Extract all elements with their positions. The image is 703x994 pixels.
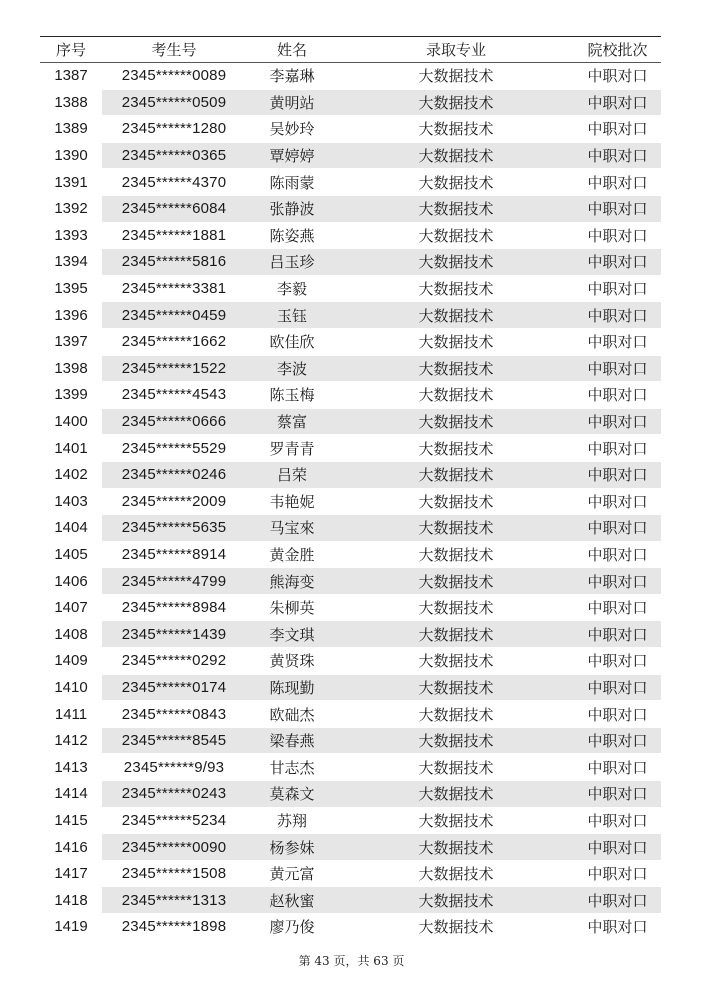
row-exam-number: 2345******0459 — [102, 302, 246, 329]
table-row — [40, 222, 661, 249]
row-exam-number: 2345******1280 — [102, 116, 246, 143]
row-index: 1399 — [40, 382, 102, 409]
page-footer: 第 43 页，共 63 页 — [298, 954, 405, 968]
row-name: 廖乃俊 — [246, 914, 338, 941]
row-name: 覃婷婷 — [246, 142, 338, 169]
row-exam-number: 2345******0365 — [102, 142, 246, 169]
row-major: 大数据技术 — [338, 222, 574, 249]
row-index: 1391 — [40, 169, 102, 196]
table-row — [40, 541, 661, 568]
row-index: 1413 — [40, 754, 102, 781]
row-batch: 中职对口 — [574, 461, 661, 488]
table-row — [40, 860, 661, 887]
row-exam-number: 2345******1313 — [102, 887, 246, 914]
row-major: 大数据技术 — [338, 594, 574, 621]
table-row — [40, 515, 661, 542]
row-name: 朱柳英 — [246, 594, 338, 621]
row-batch: 中职对口 — [574, 594, 661, 621]
row-name: 赵秋蜜 — [246, 887, 338, 914]
row-index: 1409 — [40, 648, 102, 675]
table-row — [40, 568, 661, 595]
row-name: 陈现勤 — [246, 674, 338, 701]
row-name: 甘志杰 — [246, 754, 338, 781]
row-name: 李文琪 — [246, 621, 338, 648]
row-batch: 中职对口 — [574, 328, 661, 355]
row-index: 1396 — [40, 302, 102, 329]
row-major: 大数据技术 — [338, 568, 574, 595]
row-batch: 中职对口 — [574, 249, 661, 276]
row-exam-number: 2345******1522 — [102, 355, 246, 382]
row-exam-number: 2345******5234 — [102, 807, 246, 834]
table-row — [40, 781, 661, 808]
table-row — [40, 488, 661, 515]
table-row — [40, 63, 661, 90]
row-batch: 中职对口 — [574, 355, 661, 382]
row-index: 1398 — [40, 355, 102, 382]
row-name: 熊海变 — [246, 568, 338, 595]
row-batch: 中职对口 — [574, 222, 661, 249]
table-row — [40, 807, 661, 834]
row-exam-number: 2345******5635 — [102, 515, 246, 542]
row-batch: 中职对口 — [574, 116, 661, 143]
table-row — [40, 435, 661, 462]
row-exam-number: 2345******0174 — [102, 674, 246, 701]
row-name: 欧础杰 — [246, 701, 338, 728]
row-index: 1392 — [40, 195, 102, 222]
row-batch: 中职对口 — [574, 834, 661, 861]
row-exam-number: 2345******0292 — [102, 648, 246, 675]
row-batch: 中职对口 — [574, 435, 661, 462]
header-index: 序号 — [55, 41, 86, 59]
row-name: 马宝來 — [246, 515, 338, 542]
table-row — [40, 594, 661, 621]
row-name: 李嘉琳 — [246, 63, 338, 90]
row-index: 1389 — [40, 116, 102, 143]
row-major: 大数据技术 — [338, 355, 574, 382]
row-exam-number: 2345******1881 — [102, 222, 246, 249]
row-name: 韦艳妮 — [246, 488, 338, 515]
row-major: 大数据技术 — [338, 674, 574, 701]
row-name: 张静波 — [246, 195, 338, 222]
row-index: 1411 — [40, 701, 102, 728]
row-major: 大数据技术 — [338, 914, 574, 941]
row-name: 吕荣 — [246, 461, 338, 488]
row-index: 1394 — [40, 249, 102, 276]
row-index: 1404 — [40, 515, 102, 542]
row-major: 大数据技术 — [338, 648, 574, 675]
row-name: 李毅 — [246, 275, 338, 302]
table-row — [40, 727, 661, 754]
row-batch: 中职对口 — [574, 488, 661, 515]
row-major: 大数据技术 — [338, 488, 574, 515]
table-row — [40, 275, 661, 302]
row-major: 大数据技术 — [338, 302, 574, 329]
header-name: 姓名 — [276, 41, 307, 59]
row-exam-number: 2345******3381 — [102, 275, 246, 302]
table-row — [40, 195, 661, 222]
table-row — [40, 461, 661, 488]
row-index: 1412 — [40, 727, 102, 754]
row-batch: 中职对口 — [574, 674, 661, 701]
table-row — [40, 408, 661, 435]
table-row — [40, 302, 661, 329]
row-major: 大数据技术 — [338, 834, 574, 861]
row-major: 大数据技术 — [338, 142, 574, 169]
table-header — [40, 37, 661, 63]
row-batch: 中职对口 — [574, 754, 661, 781]
row-name: 陈姿燕 — [246, 222, 338, 249]
header-major: 录取专业 — [425, 41, 486, 59]
row-index: 1408 — [40, 621, 102, 648]
row-exam-number: 2345******9/93 — [102, 754, 246, 781]
row-batch: 中职对口 — [574, 887, 661, 914]
row-major: 大数据技术 — [338, 541, 574, 568]
row-batch: 中职对口 — [574, 568, 661, 595]
row-exam-number: 2345******0666 — [102, 408, 246, 435]
table-row — [40, 834, 661, 861]
row-batch: 中职对口 — [574, 302, 661, 329]
table-row — [40, 355, 661, 382]
row-index: 1401 — [40, 435, 102, 462]
row-exam-number: 2345******0089 — [102, 63, 246, 90]
row-name: 欧佳欣 — [246, 328, 338, 355]
row-major: 大数据技术 — [338, 116, 574, 143]
row-major: 大数据技术 — [338, 461, 574, 488]
row-index: 1388 — [40, 89, 102, 116]
row-index: 1393 — [40, 222, 102, 249]
row-major: 大数据技术 — [338, 169, 574, 196]
row-name: 黄贤珠 — [246, 648, 338, 675]
row-major: 大数据技术 — [338, 515, 574, 542]
row-index: 1402 — [40, 461, 102, 488]
row-exam-number: 2345******2009 — [102, 488, 246, 515]
row-name: 罗青青 — [246, 435, 338, 462]
row-index: 1407 — [40, 594, 102, 621]
row-exam-number: 2345******8914 — [102, 541, 246, 568]
row-exam-number: 2345******0509 — [102, 89, 246, 116]
table-row — [40, 328, 661, 355]
row-index: 1410 — [40, 674, 102, 701]
row-exam-number: 2345******1898 — [102, 914, 246, 941]
table-row — [40, 89, 661, 116]
row-major: 大数据技术 — [338, 887, 574, 914]
row-exam-number: 2345******8984 — [102, 594, 246, 621]
row-name: 陈雨蒙 — [246, 169, 338, 196]
row-batch: 中职对口 — [574, 275, 661, 302]
row-exam-number: 2345******1508 — [102, 860, 246, 887]
row-name: 吕玉珍 — [246, 249, 338, 276]
row-exam-number: 2345******0090 — [102, 834, 246, 861]
row-name: 黄元富 — [246, 860, 338, 887]
row-major: 大数据技术 — [338, 860, 574, 887]
row-major: 大数据技术 — [338, 249, 574, 276]
row-exam-number: 2345******0246 — [102, 461, 246, 488]
table-row — [40, 914, 661, 941]
row-batch: 中职对口 — [574, 515, 661, 542]
row-batch: 中职对口 — [574, 195, 661, 222]
table-body — [40, 63, 661, 941]
table-row — [40, 249, 661, 276]
table-row — [40, 648, 661, 675]
row-index: 1417 — [40, 860, 102, 887]
table-row — [40, 116, 661, 143]
row-major: 大数据技术 — [338, 328, 574, 355]
table-row — [40, 674, 661, 701]
row-index: 1395 — [40, 275, 102, 302]
row-batch: 中职对口 — [574, 63, 661, 90]
row-name: 吴妙玲 — [246, 116, 338, 143]
row-name: 杨参妹 — [246, 834, 338, 861]
row-batch: 中职对口 — [574, 408, 661, 435]
row-index: 1415 — [40, 807, 102, 834]
row-index: 1406 — [40, 568, 102, 595]
row-name: 黄金胜 — [246, 541, 338, 568]
row-batch: 中职对口 — [574, 541, 661, 568]
row-major: 大数据技术 — [338, 781, 574, 808]
row-batch: 中职对口 — [574, 621, 661, 648]
table-row — [40, 621, 661, 648]
row-index: 1418 — [40, 887, 102, 914]
row-exam-number: 2345******0843 — [102, 701, 246, 728]
row-index: 1405 — [40, 541, 102, 568]
row-index: 1403 — [40, 488, 102, 515]
row-major: 大数据技术 — [338, 807, 574, 834]
row-exam-number: 2345******4370 — [102, 169, 246, 196]
row-batch: 中职对口 — [574, 781, 661, 808]
table-row — [40, 754, 661, 781]
row-major: 大数据技术 — [338, 195, 574, 222]
row-major: 大数据技术 — [338, 382, 574, 409]
row-exam-number: 2345******4543 — [102, 382, 246, 409]
row-index: 1419 — [40, 914, 102, 941]
row-name: 蔡富 — [246, 408, 338, 435]
row-major: 大数据技术 — [338, 701, 574, 728]
row-major: 大数据技术 — [338, 727, 574, 754]
row-name: 莫森文 — [246, 781, 338, 808]
row-major: 大数据技术 — [338, 89, 574, 116]
row-exam-number: 2345******6084 — [102, 195, 246, 222]
row-name: 李波 — [246, 355, 338, 382]
row-major: 大数据技术 — [338, 275, 574, 302]
table-row — [40, 169, 661, 196]
row-major: 大数据技术 — [338, 408, 574, 435]
row-name: 黄明站 — [246, 89, 338, 116]
row-major: 大数据技术 — [338, 621, 574, 648]
row-exam-number: 2345******1439 — [102, 621, 246, 648]
row-name: 苏翔 — [246, 807, 338, 834]
table-row — [40, 887, 661, 914]
row-name: 陈玉梅 — [246, 382, 338, 409]
row-batch: 中职对口 — [574, 142, 661, 169]
row-exam-number: 2345******0243 — [102, 781, 246, 808]
row-index: 1390 — [40, 142, 102, 169]
row-index: 1397 — [40, 328, 102, 355]
row-exam-number: 2345******5529 — [102, 435, 246, 462]
row-batch: 中职对口 — [574, 727, 661, 754]
row-batch: 中职对口 — [574, 169, 661, 196]
row-major: 大数据技术 — [338, 435, 574, 462]
row-index: 1414 — [40, 781, 102, 808]
row-batch: 中职对口 — [574, 914, 661, 941]
row-batch: 中职对口 — [574, 89, 661, 116]
admission-table — [40, 36, 661, 941]
row-name: 玉钰 — [246, 302, 338, 329]
row-exam-number: 2345******5816 — [102, 249, 246, 276]
row-exam-number: 2345******4799 — [102, 568, 246, 595]
row-batch: 中职对口 — [574, 860, 661, 887]
row-batch: 中职对口 — [574, 807, 661, 834]
row-index: 1387 — [40, 63, 102, 90]
header-batch: 院校批次 — [587, 41, 648, 59]
row-major: 大数据技术 — [338, 754, 574, 781]
row-exam-number: 2345******8545 — [102, 727, 246, 754]
table-row — [40, 142, 661, 169]
admission-table-container — [40, 36, 661, 941]
row-batch: 中职对口 — [574, 701, 661, 728]
row-exam-number: 2345******1662 — [102, 328, 246, 355]
header-row — [40, 37, 661, 63]
row-name: 梁春燕 — [246, 727, 338, 754]
row-major: 大数据技术 — [338, 63, 574, 90]
header-exam-number: 考生号 — [151, 41, 197, 59]
row-batch: 中职对口 — [574, 648, 661, 675]
row-batch: 中职对口 — [574, 382, 661, 409]
table-row — [40, 701, 661, 728]
row-index: 1400 — [40, 408, 102, 435]
row-index: 1416 — [40, 834, 102, 861]
table-row — [40, 382, 661, 409]
